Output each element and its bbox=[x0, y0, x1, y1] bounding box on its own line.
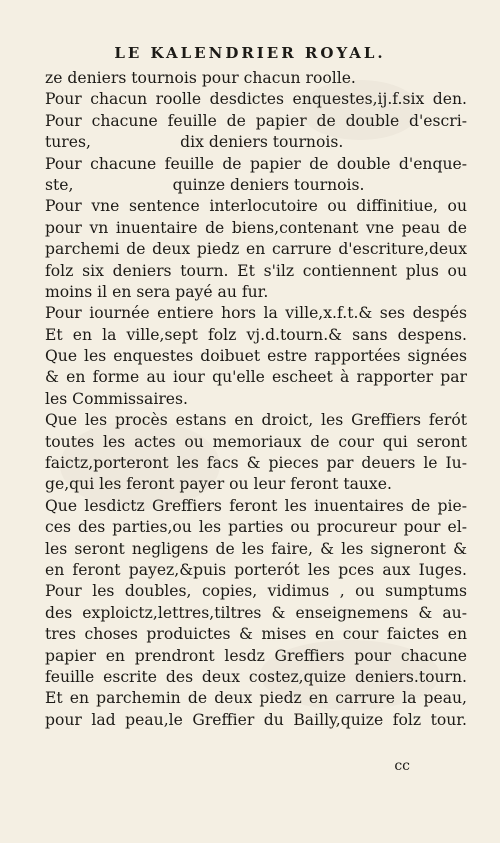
text-line: & en forme au iour qu'elle escheet à rapporter par bbox=[45, 368, 467, 387]
text-line: Que les procès estans en droict, les Greffiers ferót bbox=[45, 411, 467, 430]
text-line: Que lesdictz Greffiers feront les inuentaires de pie- bbox=[45, 496, 467, 515]
text-line: des exploictz,lettres,tiltres & enseignemens & au- bbox=[45, 603, 467, 622]
text-line: ze deniers tournois pour chacun roolle. bbox=[45, 69, 356, 87]
text-line: folz six deniers tourn. Et s'ilz contiennent plus ou bbox=[45, 261, 467, 280]
text-line: Et en la ville,sept folz vj.d.tourn.& sans despens. bbox=[45, 325, 467, 344]
text-line: pour lad peau,le Greffier du Bailly,quize folz tour. bbox=[45, 710, 467, 729]
text-line: Pour chacune feuille de papier de double d'escri- bbox=[45, 111, 467, 130]
text-line: Pour les doubles, copies, vidimus , ou sumptums bbox=[45, 582, 467, 601]
text-line: pour vn inuentaire de biens,contenant vne peau de bbox=[45, 218, 467, 237]
text-line: Et en parchemin de deux piedz en carrure la peau, bbox=[45, 689, 467, 708]
text-line: en feront payez,&puis porterót les pces aux Iuges. bbox=[45, 560, 467, 579]
text-line: tures, dix deniers tournois. bbox=[45, 133, 344, 152]
text-line: Pour iournée entiere hors la ville,x.f.t.& ses despés bbox=[45, 304, 467, 323]
text-line: Pour chacune feuille de papier de double d'enque- bbox=[45, 154, 467, 173]
page-body bbox=[45, 68, 467, 731]
text-line: moins il en sera payé au fur. bbox=[45, 282, 269, 301]
text-line: papier en prendront lesdz Greffiers pour chacune bbox=[45, 646, 467, 665]
text-line: Que les enquestes doibuet estre rapportées signées bbox=[45, 347, 467, 366]
text-line: toutes les actes ou memoriaux de cour qui seront bbox=[45, 432, 467, 451]
running-header: LE KALENDRIER ROYAL. bbox=[114, 44, 386, 62]
text-line: feuille escrite des deux costez,quize deniers.tourn. bbox=[45, 667, 467, 686]
text-line: Pour chacun roolle desdictes enquestes,ij.f.six den. bbox=[45, 90, 467, 109]
text-line: ge,qui les feront payer ou leur feront tauxe. bbox=[45, 475, 392, 494]
catchword: cc bbox=[394, 758, 410, 774]
text-line: faictz,porteront les facs & pieces par deuers le Iu- bbox=[45, 454, 467, 473]
text-line: parchemi de deux piedz en carrure d'escriture,deux bbox=[45, 240, 467, 259]
text-line: tres choses produictes & mises en cour faictes en bbox=[45, 625, 467, 644]
text-line: ste, quinze deniers tournois. bbox=[45, 175, 365, 194]
text-line: les Commissaires. bbox=[45, 389, 188, 408]
text-line: les seront negligens de les faire, & les signeront & bbox=[45, 539, 467, 558]
text-line: Pour vne sentence interlocutoire ou diffinitiue, ou bbox=[45, 197, 467, 216]
text-line: ces des parties,ou les parties ou procureur pour el- bbox=[45, 518, 467, 537]
